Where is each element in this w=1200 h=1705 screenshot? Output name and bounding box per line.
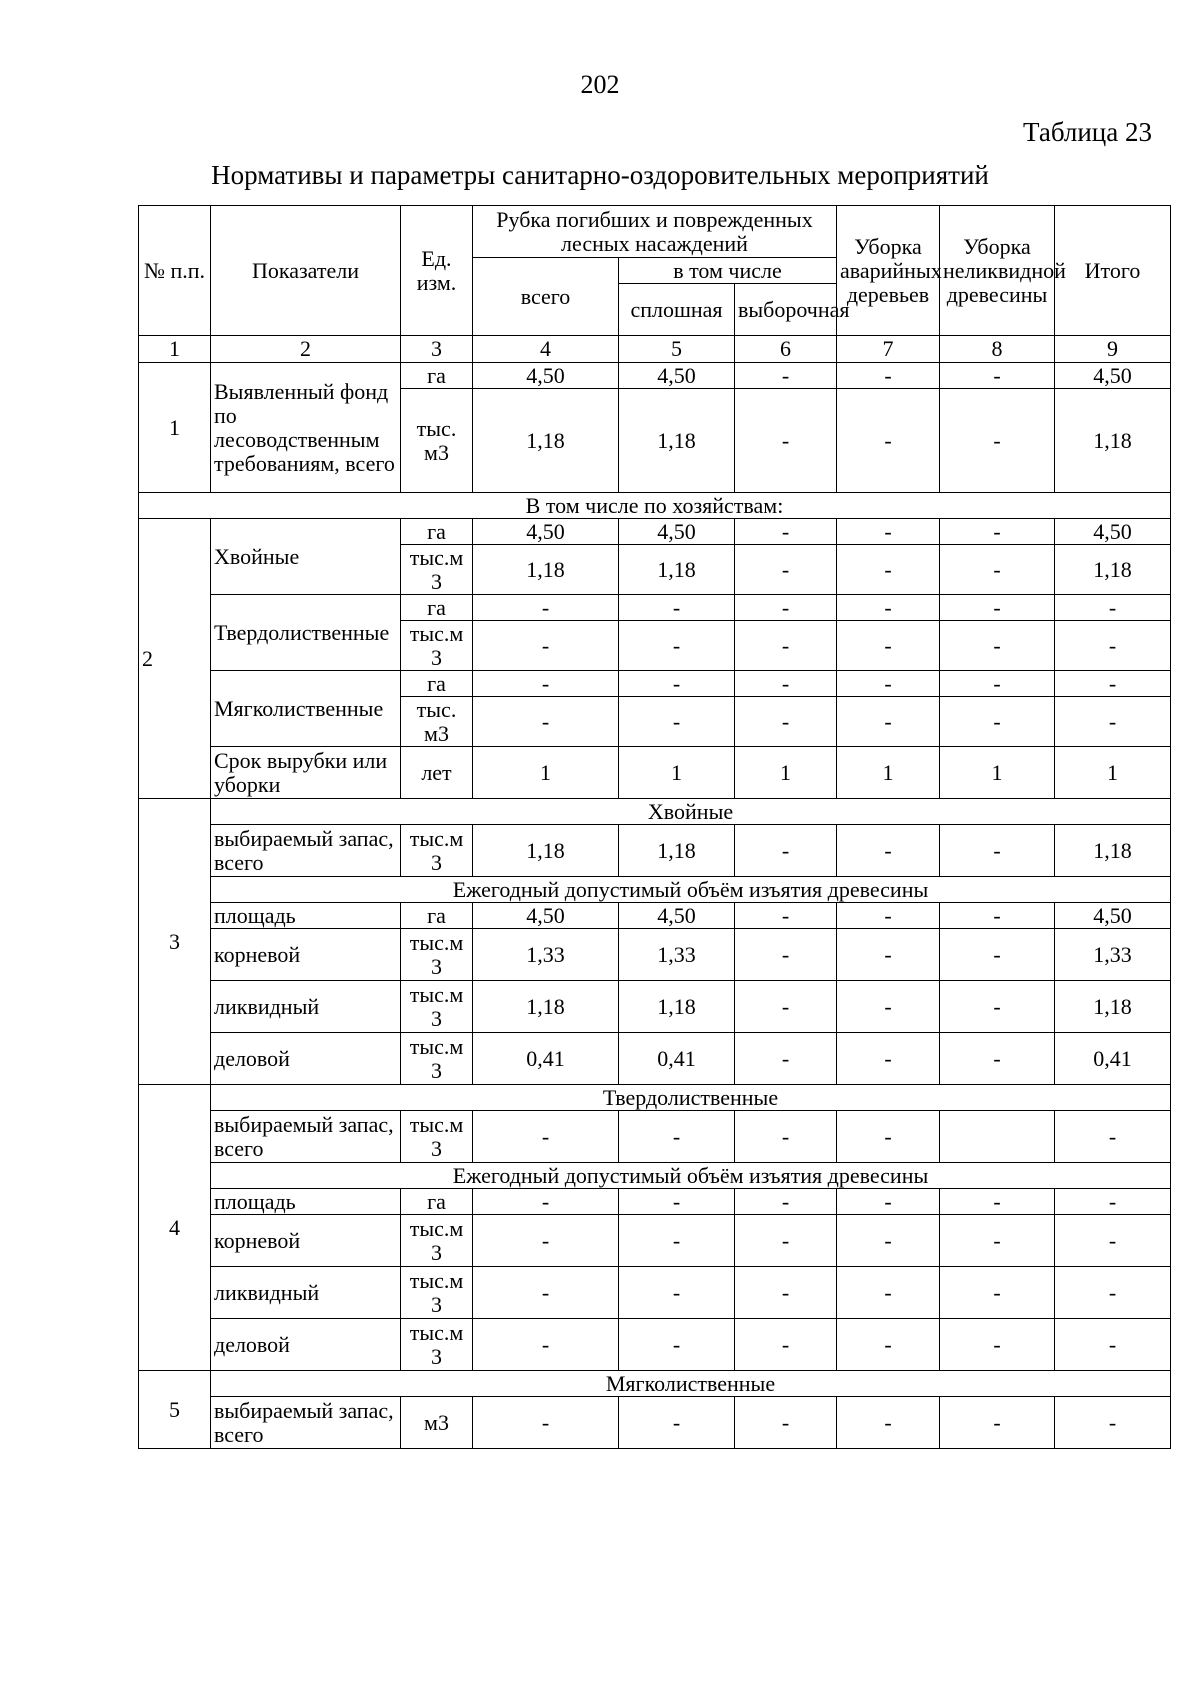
value-cell: - xyxy=(619,595,735,621)
row-label: деловой xyxy=(211,1033,401,1085)
value-cell: - xyxy=(473,621,619,671)
row-label: Выявленный фонд по лесоводственным требованиям, всего xyxy=(211,363,401,493)
header-total: Итого xyxy=(1055,206,1171,336)
row-label: площадь xyxy=(211,1189,401,1215)
value-cell: 1 xyxy=(735,747,837,799)
annual-header: Ежегодный допустимый объём изъятия древесины xyxy=(211,1163,1171,1189)
row-num: 4 xyxy=(139,1085,211,1371)
value-cell: - xyxy=(940,671,1055,697)
value-cell: - xyxy=(619,1111,735,1163)
column-number: 3 xyxy=(401,336,473,363)
column-number: 9 xyxy=(1055,336,1171,363)
value-cell: - xyxy=(837,697,940,747)
unit-cell: лет xyxy=(401,747,473,799)
value-cell: - xyxy=(940,825,1055,877)
header-emergency: Уборка аварийных деревьев xyxy=(837,206,940,336)
value-cell: 1,18 xyxy=(473,825,619,877)
value-cell: - xyxy=(473,1319,619,1371)
value-cell: 1 xyxy=(619,747,735,799)
value-cell: - xyxy=(837,903,940,929)
value-cell: 1,18 xyxy=(473,545,619,595)
row-num: 1 xyxy=(139,363,211,493)
value-cell: - xyxy=(735,929,837,981)
value-cell: 4,50 xyxy=(473,519,619,545)
row-label: Срок вырубки или уборки xyxy=(211,747,401,799)
group-header: Хвойные xyxy=(211,799,1171,825)
value-cell: - xyxy=(940,1267,1055,1319)
value-cell: 1 xyxy=(940,747,1055,799)
unit-cell: тыс.м 3 xyxy=(401,1267,473,1319)
table-number: Таблица 23 xyxy=(1023,117,1152,147)
page-number: 202 xyxy=(580,70,620,99)
value-cell: - xyxy=(837,1033,940,1085)
row-label: деловой xyxy=(211,1319,401,1371)
subheader-by-farms: В том числе по хозяйствам: xyxy=(139,493,1171,519)
row-label: площадь xyxy=(211,903,401,929)
value-cell: - xyxy=(735,363,837,389)
unit-cell: га xyxy=(401,1189,473,1215)
header-unit: Ед. изм. xyxy=(401,206,473,336)
column-number: 5 xyxy=(619,336,735,363)
unit-cell: тыс.м 3 xyxy=(401,621,473,671)
value-cell: - xyxy=(837,825,940,877)
value-cell: - xyxy=(1055,1267,1171,1319)
value-cell: - xyxy=(837,671,940,697)
value-cell: - xyxy=(940,363,1055,389)
value-cell: - xyxy=(735,389,837,493)
column-number: 6 xyxy=(735,336,837,363)
value-cell: 1,18 xyxy=(1055,545,1171,595)
header-indicators: Показатели xyxy=(211,206,401,336)
value-cell: 1 xyxy=(837,747,940,799)
value-cell: 1,33 xyxy=(619,929,735,981)
value-cell: - xyxy=(473,1267,619,1319)
annual-header: Ежегодный допустимый объём изъятия древесины xyxy=(211,877,1171,903)
value-cell: 1,18 xyxy=(1055,981,1171,1033)
value-cell: - xyxy=(735,1189,837,1215)
row-label: ликвидный xyxy=(211,981,401,1033)
unit-cell: тыс. м3 xyxy=(401,697,473,747)
value-cell: 4,50 xyxy=(619,903,735,929)
value-cell: - xyxy=(940,981,1055,1033)
value-cell: - xyxy=(940,1397,1055,1449)
value-cell: - xyxy=(1055,595,1171,621)
group-label: Хвойные xyxy=(211,519,401,595)
row-label: выбираемый запас, всего xyxy=(211,825,401,877)
value-cell: - xyxy=(940,595,1055,621)
value-cell: - xyxy=(735,697,837,747)
value-cell: - xyxy=(1055,1189,1171,1215)
value-cell: 1,18 xyxy=(619,825,735,877)
column-number: 1 xyxy=(139,336,211,363)
column-number: 8 xyxy=(940,336,1055,363)
row-label: выбираемый запас, всего xyxy=(211,1111,401,1163)
value-cell: - xyxy=(837,1111,940,1163)
unit-cell: м3 xyxy=(401,1397,473,1449)
value-cell: - xyxy=(473,671,619,697)
unit-cell: тыс.м 3 xyxy=(401,825,473,877)
value-cell: - xyxy=(735,1319,837,1371)
value-cell: - xyxy=(940,389,1055,493)
value-cell: - xyxy=(837,595,940,621)
value-cell: - xyxy=(837,519,940,545)
unit-cell: тыс.м 3 xyxy=(401,1215,473,1267)
value-cell: - xyxy=(940,929,1055,981)
value-cell: - xyxy=(1055,671,1171,697)
value-cell: - xyxy=(473,595,619,621)
header-including: в том числе xyxy=(619,258,837,284)
value-cell: - xyxy=(1055,1111,1171,1163)
unit-cell: тыс.м 3 xyxy=(401,981,473,1033)
header-clear: сплошная xyxy=(619,284,735,336)
unit-cell: тыс.м 3 xyxy=(401,545,473,595)
value-cell: 1,18 xyxy=(1055,389,1171,493)
value-cell: 4,50 xyxy=(473,903,619,929)
value-cell: - xyxy=(837,1319,940,1371)
header-felling-total: всего xyxy=(473,258,619,336)
value-cell: - xyxy=(837,621,940,671)
value-cell: - xyxy=(1055,1215,1171,1267)
row-label: корневой xyxy=(211,929,401,981)
value-cell: 1,33 xyxy=(473,929,619,981)
value-cell: - xyxy=(735,825,837,877)
value-cell: - xyxy=(473,1215,619,1267)
value-cell: - xyxy=(735,1033,837,1085)
unit-cell: га xyxy=(401,363,473,389)
value-cell: 1,18 xyxy=(619,389,735,493)
value-cell: - xyxy=(837,1215,940,1267)
value-cell: - xyxy=(735,903,837,929)
row-num: 5 xyxy=(139,1371,211,1449)
value-cell: - xyxy=(940,545,1055,595)
value-cell: - xyxy=(619,1319,735,1371)
value-cell: - xyxy=(837,929,940,981)
value-cell: 0,41 xyxy=(1055,1033,1171,1085)
value-cell: - xyxy=(837,981,940,1033)
value-cell: 1 xyxy=(473,747,619,799)
value-cell: 1,18 xyxy=(619,981,735,1033)
table-title: Нормативы и параметры санитарно-оздоровительных мероприятий xyxy=(211,160,989,190)
column-number: 2 xyxy=(211,336,401,363)
unit-cell: тыс.м 3 xyxy=(401,1111,473,1163)
value-cell: - xyxy=(940,1215,1055,1267)
value-cell: - xyxy=(735,981,837,1033)
row-num: 2 xyxy=(139,519,211,799)
value-cell: - xyxy=(619,1215,735,1267)
value-cell: 4,50 xyxy=(619,519,735,545)
value-cell: 0,41 xyxy=(619,1033,735,1085)
value-cell xyxy=(940,1111,1055,1163)
group-label: Твердолиственные xyxy=(211,595,401,671)
value-cell: - xyxy=(735,621,837,671)
value-cell: 1,18 xyxy=(473,981,619,1033)
value-cell: - xyxy=(735,1111,837,1163)
value-cell: - xyxy=(1055,1397,1171,1449)
value-cell: 1,18 xyxy=(619,545,735,595)
value-cell: - xyxy=(619,1397,735,1449)
column-number: 7 xyxy=(837,336,940,363)
column-number: 4 xyxy=(473,336,619,363)
value-cell: - xyxy=(837,545,940,595)
value-cell: 4,50 xyxy=(473,363,619,389)
value-cell: 1,18 xyxy=(473,389,619,493)
value-cell: - xyxy=(735,1215,837,1267)
value-cell: - xyxy=(473,1189,619,1215)
unit-cell: тыс.м 3 xyxy=(401,1033,473,1085)
value-cell: 4,50 xyxy=(1055,903,1171,929)
unit-cell: га xyxy=(401,671,473,697)
norms-table xyxy=(138,205,1171,1449)
value-cell: - xyxy=(837,389,940,493)
value-cell: - xyxy=(940,1189,1055,1215)
value-cell: - xyxy=(619,621,735,671)
unit-cell: тыс.м 3 xyxy=(401,1319,473,1371)
value-cell: - xyxy=(473,1111,619,1163)
value-cell: - xyxy=(619,697,735,747)
value-cell: - xyxy=(735,545,837,595)
value-cell: - xyxy=(837,1267,940,1319)
row-num: 3 xyxy=(139,799,211,1085)
header-selective: выборочная xyxy=(735,284,837,336)
value-cell: - xyxy=(837,1189,940,1215)
value-cell: - xyxy=(473,697,619,747)
row-label: выбираемый запас, всего xyxy=(211,1397,401,1449)
value-cell: 1,18 xyxy=(1055,825,1171,877)
value-cell: - xyxy=(940,1319,1055,1371)
unit-cell: га xyxy=(401,595,473,621)
value-cell: 1 xyxy=(1055,747,1171,799)
value-cell: - xyxy=(940,519,1055,545)
value-cell: - xyxy=(619,1267,735,1319)
header-num: № п.п. xyxy=(139,206,211,336)
unit-cell: га xyxy=(401,903,473,929)
value-cell: - xyxy=(619,671,735,697)
value-cell: - xyxy=(735,595,837,621)
group-header: Твердолиственные xyxy=(211,1085,1171,1111)
value-cell: - xyxy=(837,1397,940,1449)
value-cell: - xyxy=(735,519,837,545)
row-label: корневой xyxy=(211,1215,401,1267)
group-header: Мягколиственные xyxy=(211,1371,1171,1397)
unit-cell: тыс.м 3 xyxy=(401,929,473,981)
value-cell: - xyxy=(735,671,837,697)
value-cell: - xyxy=(1055,697,1171,747)
value-cell: - xyxy=(1055,1319,1171,1371)
value-cell: - xyxy=(940,1033,1055,1085)
value-cell: - xyxy=(940,697,1055,747)
header-nonliquid: Уборка неликвидной древесины xyxy=(940,206,1055,336)
value-cell: 4,50 xyxy=(619,363,735,389)
value-cell: - xyxy=(1055,621,1171,671)
value-cell: - xyxy=(837,363,940,389)
row-label: ликвидный xyxy=(211,1267,401,1319)
value-cell: - xyxy=(735,1267,837,1319)
value-cell: 4,50 xyxy=(1055,363,1171,389)
value-cell: 0,41 xyxy=(473,1033,619,1085)
value-cell: - xyxy=(619,1189,735,1215)
value-cell: 4,50 xyxy=(1055,519,1171,545)
header-felling: Рубка погибших и поврежденных лесных насаждений xyxy=(473,206,837,258)
value-cell: 1,33 xyxy=(1055,929,1171,981)
group-label: Мягколиственные xyxy=(211,671,401,747)
value-cell: - xyxy=(940,903,1055,929)
unit-cell: тыс. м3 xyxy=(401,389,473,493)
value-cell: - xyxy=(940,621,1055,671)
value-cell: - xyxy=(735,1397,837,1449)
unit-cell: га xyxy=(401,519,473,545)
value-cell: - xyxy=(473,1397,619,1449)
